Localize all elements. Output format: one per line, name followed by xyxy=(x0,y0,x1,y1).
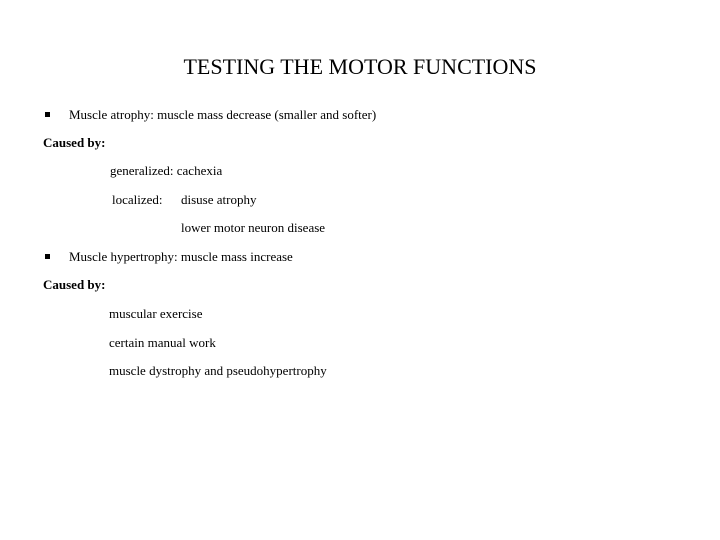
generalized-line: generalized: cachexia xyxy=(110,163,223,178)
localized-label: localized: xyxy=(112,192,163,207)
slide-title: TESTING THE MOTOR FUNCTIONS xyxy=(183,54,537,79)
cause-item: muscle dystrophy and pseudohypertrophy xyxy=(109,363,327,378)
caused-by-heading-2: Caused by: xyxy=(43,277,106,292)
atrophy-bullet-text: Muscle atrophy: muscle mass decrease (smaller and softer) xyxy=(69,107,377,122)
bullet-square-icon xyxy=(45,112,50,117)
localized-item-disuse: disuse atrophy xyxy=(181,192,257,207)
hypertrophy-bullet-text: Muscle hypertrophy: muscle mass increase xyxy=(69,249,293,264)
cause-item: muscular exercise xyxy=(109,306,203,321)
cause-item: certain manual work xyxy=(109,335,216,350)
bullet-square-icon xyxy=(45,254,50,259)
localized-item-lmn: lower motor neuron disease xyxy=(181,220,326,235)
caused-by-heading-1: Caused by: xyxy=(43,135,106,150)
